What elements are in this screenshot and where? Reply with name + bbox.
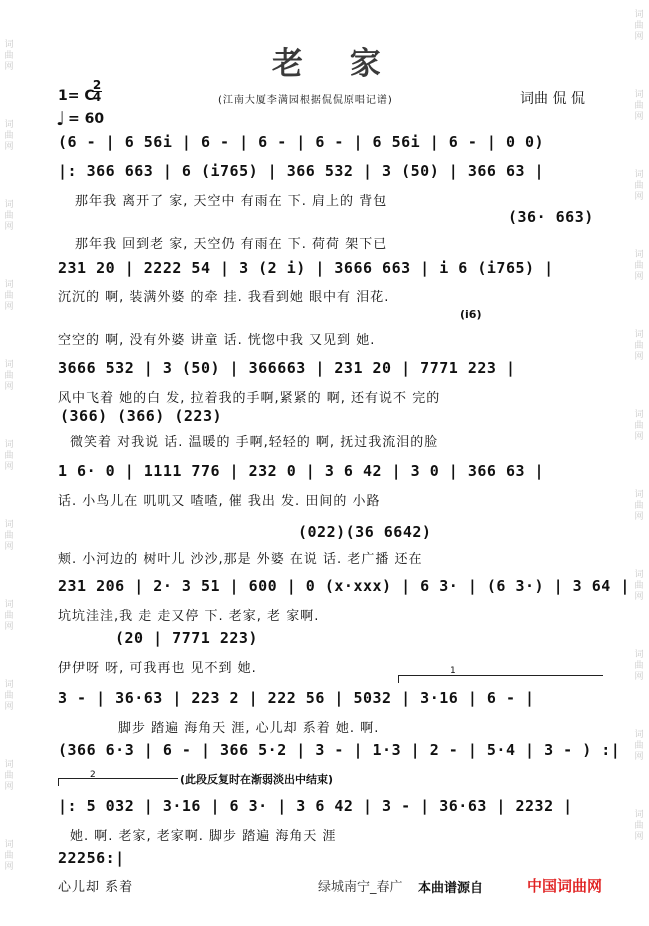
watermark-left-4: 词曲网 xyxy=(4,280,14,312)
watermark-right-4: 词曲网 xyxy=(634,250,644,282)
score-row-7: 1 6· 0 | 1111 776 | 232 0 | 3 6 42 | 3 0 | 366 63 | xyxy=(58,462,545,480)
volta-label-1: 1 xyxy=(450,666,456,676)
lyric-row-5: 风中飞着 她的白 发, 拉着我的手啊,紧紧的 啊, 还有说不 完的 xyxy=(58,391,441,406)
lyric-row-8: 颊. 小河边的 树叶儿 沙沙,那是 外婆 在说 话. 老广播 还在 xyxy=(58,552,423,567)
lyric-row-2: 那年我 回到老 家, 天空仍 有雨在 下. 荷荷 架下已 xyxy=(75,237,388,252)
score-row-6: (366) (366) (223) xyxy=(60,407,223,425)
score-row-4: 231 20 | 2222 54 | 3 (2 i) | 3666 663 | i 6 (i765) | xyxy=(58,259,554,277)
score-row-3: (36· 663) xyxy=(508,208,594,226)
watermark-left-3: 词曲网 xyxy=(4,200,14,232)
volta-label-2: 2 xyxy=(90,770,96,780)
footer-site-name: 中国词曲网 xyxy=(527,877,603,895)
score-row-5: 3666 532 | 3 (50) | 366663 | 231 20 | 7771 223 | xyxy=(58,359,516,377)
watermark-right-9: 词曲网 xyxy=(634,650,644,682)
repeat-instruction: (此段反复时在渐弱淡出中结束) xyxy=(180,773,334,786)
time-signature-top: 2 xyxy=(92,78,102,92)
score-row-8: (022)(36 6642) xyxy=(298,523,432,541)
watermark-left-6: 词曲网 xyxy=(4,440,14,472)
lyric-row-13: 心儿却 系着 xyxy=(58,880,134,895)
lyric-row-4: 空空的 啊, 没有外婆 讲童 话. 恍惚中我 又见到 她. xyxy=(58,333,376,348)
score-row-13: |: 5 032 | 3·16 | 6 3· | 3 6 42 | 3 - | 36·63 | 2232 | xyxy=(58,797,573,815)
watermark-right-11: 词曲网 xyxy=(634,810,644,842)
time-signature-bottom: 4 xyxy=(92,90,102,104)
lyric-row-10: 伊伊呀 呀, 可我再也 见不到 她. xyxy=(58,661,257,676)
lyric-row-3: 沉沉的 啊, 装满外婆 的牵 挂. 我看到她 眼中有 泪花. xyxy=(58,290,390,305)
volta-bracket-1-tick xyxy=(398,675,399,683)
score-row-10: (20 | 7771 223) xyxy=(115,629,258,647)
watermark-right-8: 词曲网 xyxy=(634,570,644,602)
composer-credit: 词曲 侃 侃 xyxy=(520,91,585,107)
watermark-left-2: 词曲网 xyxy=(4,120,14,152)
time-signature xyxy=(92,80,102,103)
lyric-row-9: 坑坑洼洼,我 走 走又停 下. 老家, 老 家啊. xyxy=(58,609,320,624)
watermark-right-2: 词曲网 xyxy=(634,90,644,122)
score-row-14: 22256:| xyxy=(58,849,125,867)
song-title: 老 家 xyxy=(272,46,399,82)
watermark-right-10: 词曲网 xyxy=(634,730,644,762)
footer-transcriber: 绿城南宁_春广 xyxy=(318,880,403,895)
score-row-12: (366 6·3 | 6 - | 366 5·2 | 3 - | 1·3 | 2 - | 5·4 | 3 - ) :| xyxy=(58,741,621,759)
watermark-left-5: 词曲网 xyxy=(4,360,14,392)
watermark-left-1: 词曲网 xyxy=(4,40,14,72)
volta-bracket-2 xyxy=(58,778,178,779)
grace-note: (i6) xyxy=(460,308,482,321)
watermark-right-6: 词曲网 xyxy=(634,410,644,442)
watermark-right-7: 词曲网 xyxy=(634,490,644,522)
volta-bracket-2-tick xyxy=(58,778,59,786)
subtitle: (江南大厦李满园根据侃侃原唱记谱) xyxy=(218,95,393,106)
watermark-left-9: 词曲网 xyxy=(4,680,14,712)
score-row-9: 231 206 | 2· 3 51 | 600 | 0 (x·xxx) | 6 3· | (6 3·) | 3 64 | xyxy=(58,577,630,595)
watermark-left-7: 词曲网 xyxy=(4,520,14,552)
watermark-left-10: 词曲网 xyxy=(4,760,14,792)
lyric-row-6: 微笑着 对我说 话. 温暖的 手啊,轻轻的 啊, 抚过我流泪的脸 xyxy=(70,435,439,450)
lyric-row-12: 她. 啊. 老家, 老家啊. 脚步 踏遍 海角天 涯 xyxy=(70,829,337,844)
score-row-1: (6 - | 6 56i | 6 - | 6 - | 6 - | 6 56i | 6 - | 0 0) xyxy=(58,133,545,151)
lyric-row-1: 那年我 离开了 家, 天空中 有雨在 下. 肩上的 背包 xyxy=(75,194,388,209)
tempo-marking: = 60 xyxy=(68,111,105,127)
watermark-left-8: 词曲网 xyxy=(4,600,14,632)
quarter-note-icon: ♩ xyxy=(56,108,65,130)
score-row-11: 3 - | 36·63 | 223 2 | 222 56 | 5032 | 3·16 | 6 - | xyxy=(58,689,535,707)
watermark-right-1: 词曲网 xyxy=(634,10,644,42)
watermark-right-5: 词曲网 xyxy=(634,330,644,362)
volta-bracket-1 xyxy=(398,675,603,676)
watermark-left-11: 词曲网 xyxy=(4,840,14,872)
watermark-right-3: 词曲网 xyxy=(634,170,644,202)
score-row-2: |: 366 663 | 6 (i765) | 366 532 | 3 (50) | 366 63 | xyxy=(58,162,545,180)
key-signature: 1= C xyxy=(58,88,95,104)
lyric-row-7: 话. 小鸟儿在 叽叽又 喳喳, 催 我出 发. 田间的 小路 xyxy=(58,494,381,509)
footer-source-label: 本曲谱源自 xyxy=(418,881,484,896)
lyric-row-11: 脚步 踏遍 海角天 涯, 心儿却 系着 她. 啊. xyxy=(118,721,380,736)
